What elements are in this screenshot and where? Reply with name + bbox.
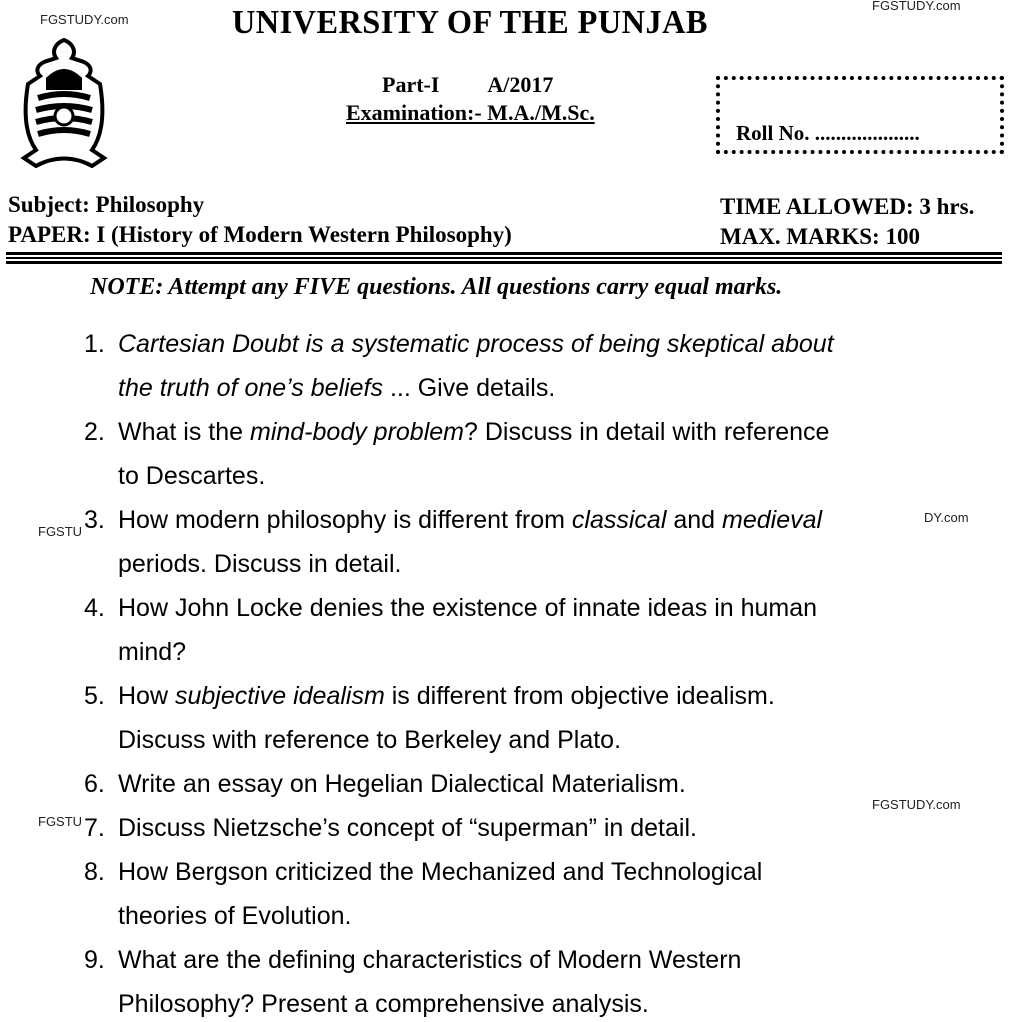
- question-text: What are the defining characteristics of Modern Western: [118, 946, 742, 974]
- question-list: [84, 322, 834, 1022]
- question-text: What is the: [118, 418, 250, 446]
- question-number: 5.: [84, 682, 105, 710]
- session: A/2017: [487, 72, 554, 97]
- question-number: 4.: [84, 594, 105, 622]
- question-text: mind?: [118, 638, 187, 666]
- question-text: How: [118, 682, 175, 710]
- question-item: [84, 498, 834, 586]
- question-number: 1.: [84, 330, 105, 358]
- emphasized-text: classical: [571, 506, 667, 534]
- university-title: UNIVERSITY OF THE PUNJAB: [232, 4, 708, 41]
- university-crest-icon: [14, 38, 114, 168]
- question-line: [118, 894, 834, 938]
- note: NOTE: Attempt any FIVE questions. All questions carry equal marks.: [90, 274, 783, 300]
- question-item: [84, 674, 834, 762]
- question-item: [84, 806, 834, 850]
- question-text: Discuss with reference to Berkeley and Plato.: [118, 726, 622, 754]
- question-text: Write an essay on Hegelian Dialectical Materialism.: [118, 770, 686, 798]
- paper: PAPER: I (History of Modern Western Philosophy): [8, 222, 512, 247]
- question-item: [84, 586, 834, 674]
- question-text: periods. Discuss in detail.: [118, 550, 402, 578]
- watermark: FGSTUDY.com: [40, 12, 129, 27]
- question-line: [118, 366, 834, 410]
- question-line: [118, 410, 834, 454]
- roll-no-label: Roll No. ....................: [736, 121, 920, 145]
- question-line: [118, 674, 834, 718]
- emphasized-text: Cartesian Doubt is a systematic process of being skeptical about: [118, 330, 834, 358]
- question-item: [84, 938, 834, 1022]
- roll-no-box: [716, 76, 1004, 154]
- question-text: How Bergson criticized the Mechanized and Technological: [118, 858, 763, 886]
- question-text: is different from objective idealism.: [384, 682, 775, 710]
- time-allowed: TIME ALLOWED: 3 hrs.: [720, 194, 975, 219]
- question-line: [118, 850, 834, 894]
- question-text: How John Locke denies the existence of innate ideas in human: [118, 594, 818, 622]
- watermark: DY.com: [924, 510, 969, 525]
- question-line: [118, 498, 834, 542]
- part: Part-I: [382, 72, 440, 97]
- question-item: [84, 850, 834, 938]
- question-item: [84, 322, 834, 410]
- question-text: Discuss Nietzsche’s concept of “superman” in detail.: [118, 814, 697, 842]
- emphasized-text: medieval: [722, 506, 823, 534]
- question-number: 7.: [84, 814, 105, 842]
- header-divider: [6, 252, 1002, 266]
- question-line: [118, 762, 834, 806]
- max-marks: MAX. MARKS: 100: [720, 224, 920, 249]
- question-text: ... Give details.: [383, 374, 556, 402]
- question-number: 9.: [84, 946, 105, 974]
- watermark: FGSTU: [38, 524, 83, 539]
- question-line: [118, 542, 834, 586]
- question-text: to Descartes.: [118, 462, 266, 490]
- watermark: FGSTUDY.com: [872, 0, 961, 13]
- question-number: 3.: [84, 506, 105, 534]
- emphasized-text: subjective idealism: [174, 682, 385, 710]
- question-line: [118, 938, 834, 982]
- question-number: 2.: [84, 418, 105, 446]
- question-item: [84, 410, 834, 498]
- part-session: [382, 72, 553, 98]
- question-line: [118, 982, 834, 1022]
- watermark: FGSTUDY.com: [872, 797, 961, 812]
- question-line: [118, 322, 834, 366]
- question-line: [118, 454, 834, 498]
- question-line: [118, 806, 834, 850]
- question-line: [118, 586, 834, 630]
- question-text: Philosophy? Present a comprehensive analysis.: [118, 990, 649, 1018]
- question-text: How modern philosophy is different from: [118, 506, 572, 534]
- question-line: [118, 718, 834, 762]
- question-text: and: [666, 506, 723, 534]
- subject: Subject: Philosophy: [8, 192, 205, 217]
- emphasized-text: the truth of one’s beliefs: [118, 374, 383, 402]
- question-item: [84, 762, 834, 806]
- question-text: ? Discuss in detail with reference: [464, 418, 830, 446]
- question-number: 8.: [84, 858, 105, 886]
- question-number: 6.: [84, 770, 105, 798]
- question-text: theories of Evolution.: [118, 902, 352, 930]
- watermark: FGSTU: [38, 814, 83, 829]
- emphasized-text: mind-body problem: [250, 418, 464, 446]
- examination: Examination:- M.A./M.Sc.: [346, 100, 595, 125]
- question-line: [118, 630, 834, 674]
